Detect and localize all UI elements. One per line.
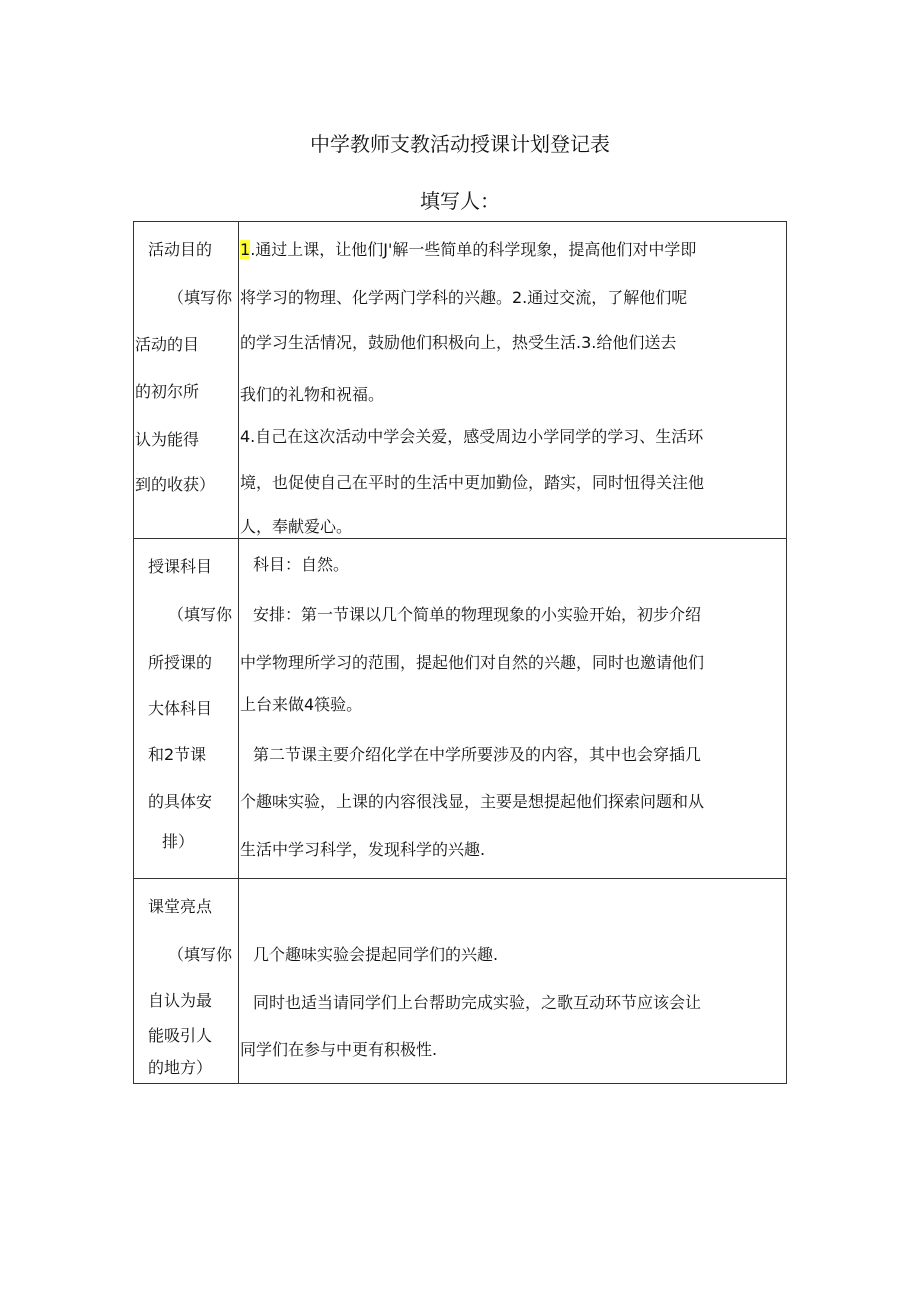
label-line: 的地方） [148,1058,213,1077]
content-line: 人，奉献爱心。 [240,517,353,536]
label-line: 排） [162,832,195,851]
content-line: 我们的礼物和祝福。 [240,385,385,404]
content-line [240,242,696,258]
label-line: 授课科目 [148,557,213,576]
content-cell-activity-purpose [239,222,787,539]
label-line: 自认为最 [148,991,213,1010]
table-row-activity-purpose [134,222,787,539]
content-line: 几个趣味实验会提起同学们的兴趣. [253,945,499,964]
label-cell-activity-purpose [134,222,239,539]
label-line: 认为能得 [135,430,200,449]
content-line: 生活中学习科学，发现科学的兴趣. [240,840,486,859]
content-line: 的学习生活情况，鼓励他们积极向上，热受生活.3.给他们送去 [240,333,677,352]
registration-table [133,221,787,1084]
label-line: 的具体安 [148,792,213,811]
content-line: 同时也适当请同学们上台帮助完成实验，之歌互动环节应该会让 [253,993,702,1012]
filler-label: 填写人： [420,189,500,213]
label-line: 活动目的 [148,240,213,259]
label-line: （填写你 [168,945,233,964]
content-line: 中学物理所学习的范围，提起他们对自然的兴趣，同时也邀请他们 [240,653,705,672]
highlight-mark: 1 [240,240,251,259]
table-row-subject [134,539,787,879]
content-line: 安排：第一节课以几个简单的物理现象的小实验开始，初步介绍 [253,605,702,624]
label-line: （填写你 [168,288,233,307]
label-line: 所授课的 [148,653,213,672]
content-cell-highlights [239,879,787,1084]
content-line: 科目：自然。 [253,555,350,574]
content-line: 上台来做4筷验。 [240,695,363,714]
label-line: 的初尔所 [135,382,200,401]
label-line: 活动的目 [135,335,200,354]
label-line: 和2节课 [148,745,207,764]
table-row-highlights [134,879,787,1084]
content-line: 个趣味实验，上课的内容很浅显，主要是想提起他们探索问题和从 [240,792,705,811]
label-line: 课堂亮点 [148,897,213,916]
content-line: 同学们在参与中更有积极性. [240,1040,438,1059]
content-cell-subject [239,539,787,879]
content-line: 4.自己在这次活动中学会关爱，感受周边小学同学的学习、生活环 [240,427,704,446]
label-line: 到的收获） [135,475,216,494]
content-line: 将学习的物理、化学两门学科的兴趣。2.通过交流，了解他们呢 [240,288,688,307]
label-cell-highlights [134,879,239,1084]
label-line: 能吸引人 [148,1026,213,1045]
content-line-text: .通过上课，让他们J'解一些简单的科学现象，提高他们对中学即 [250,240,697,259]
label-line: （填写你 [168,605,233,624]
content-line: 境，也促使自己在平时的生活中更加勤俭，踏实，同时忸得关注他 [240,473,705,492]
document-title: 中学教师支教活动授课计划登记表 [310,132,610,156]
label-line: 大体科目 [148,699,213,718]
label-cell-subject [134,539,239,879]
content-line: 第二节课主要介绍化学在中学所要涉及的内容，其中也会穿插几 [253,745,702,764]
